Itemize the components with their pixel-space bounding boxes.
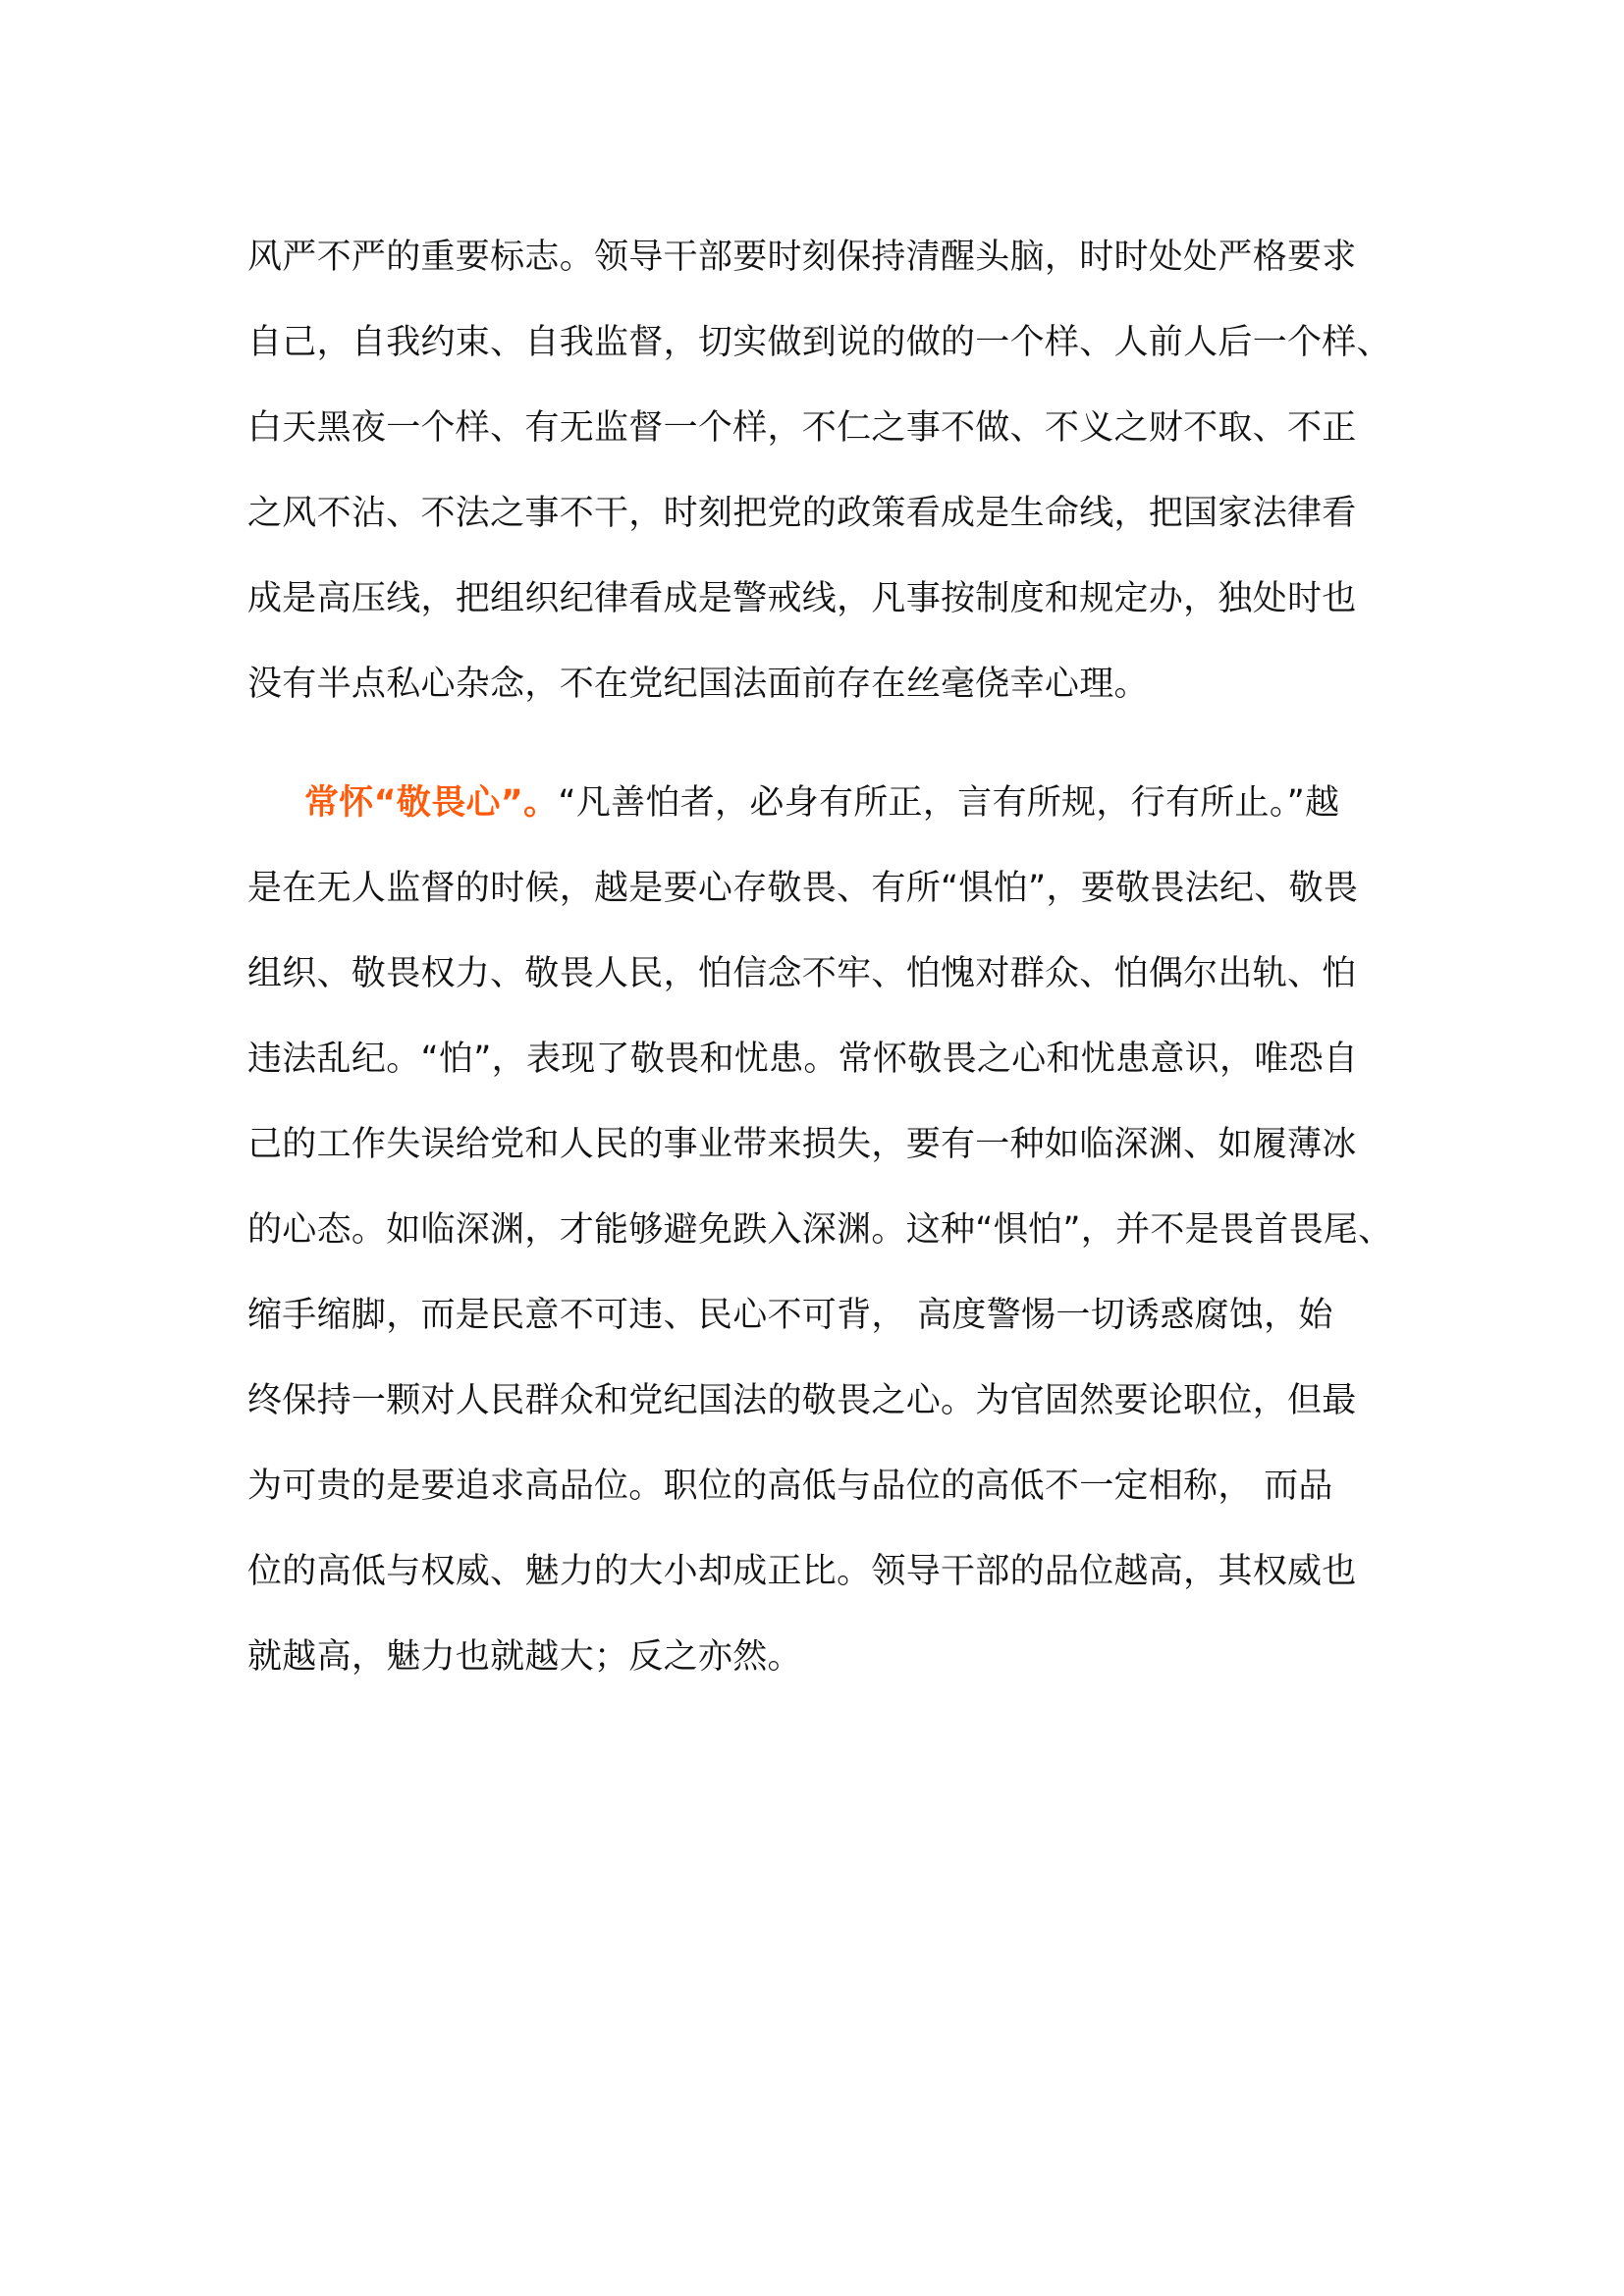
text-line: 自己，自我约束、自我监督，切实做到说的做的一个样、人前人后一个样、 (247, 323, 1391, 362)
section-heading: 常怀“敬畏心”。 (304, 783, 559, 823)
text-line: 没有半点私心杂念，不在党纪国法面前存在丝毫侥幸心理。 (247, 665, 1149, 704)
text-line: 位的高低与权威、魅力的大小却成正比。领导干部的品位越高，其权威也 (247, 1552, 1357, 1591)
quote-text: “凡善怕者，必身有所正，言有所规，行有所止。”越 (558, 783, 1340, 823)
text-line: 就越高，魅力也就越大；反之亦然。 (247, 1637, 802, 1677)
text-line: 组织、敬畏权力、敬畏人民，怕信念不牢、怕愧对群众、怕偶尔出轨、怕 (247, 954, 1357, 993)
text-line: 缩手缩脚，而是民意不可违、民心不可背， 高度警惕一切诱惑腐蚀，始 (247, 1296, 1333, 1335)
text-line: 终保持一颗对人民群众和党纪国法的敬畏之心。为官固然要论职位，但最 (247, 1381, 1357, 1420)
text-line: 的心态。如临深渊，才能够避免跌入深渊。这种“惧怕”，并不是畏首畏尾、 (247, 1210, 1393, 1250)
text-line: 是在无人监督的时候，越是要心存敬畏、有所“惧怕”，要敬畏法纪、敬畏 (247, 869, 1359, 908)
text-line (304, 781, 1339, 825)
text-line: 成是高压线，把组织纪律看成是警戒线，凡事按制度和规定办，独处时也 (247, 579, 1357, 618)
text-line: 己的工作失误给党和人民的事业带来损失，要有一种如临深渊、如履薄冰 (247, 1125, 1357, 1164)
text-line: 之风不沾、不法之事不干，时刻把党的政策看成是生命线，把国家法律看 (247, 494, 1357, 533)
text-line: 风严不严的重要标志。领导干部要时刻保持清醒头脑，时时处处严格要求 (247, 238, 1357, 277)
text-line: 违法乱纪。“怕”，表现了敬畏和忧患。常怀敬畏之心和忧患意识，唯恐自 (247, 1040, 1359, 1079)
text-line: 为可贵的是要追求高品位。职位的高低与品位的高低不一定相称， 而品 (247, 1467, 1333, 1506)
text-line: 白天黑夜一个样、有无监督一个样，不仁之事不做、不义之财不取、不正 (247, 408, 1357, 448)
